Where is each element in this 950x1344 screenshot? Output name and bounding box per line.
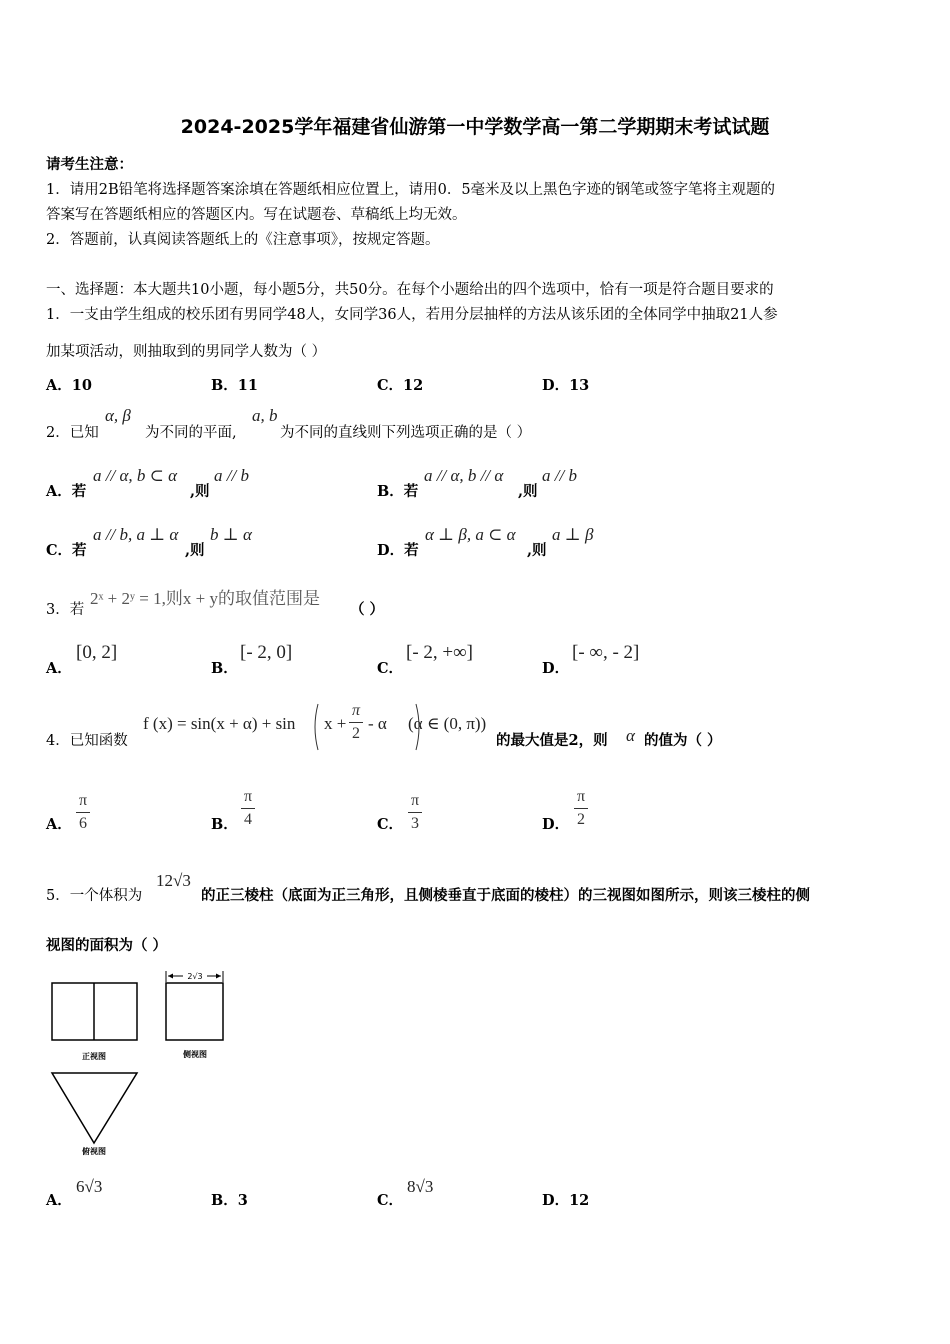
top-view-triangle <box>52 1073 137 1143</box>
notice-line-2: 2．答题前，认真阅读答题纸上的《注意事项》，按规定答题。 <box>46 232 440 248</box>
q2-number: 2． <box>46 425 70 441</box>
q2-option-c-concl: b ⊥ α <box>210 525 252 544</box>
section-heading: 一、选择题：本大题共10小题，每小题5分，共50分。在每个小题给出的四个选项中，恰有一项是符合题目要求的 <box>46 282 774 298</box>
side-view-label: 侧视图 <box>183 1050 207 1059</box>
q1-text-a <box>46 303 778 324</box>
q2-option-c-label: C．若 <box>46 542 87 559</box>
q4-option-a-label: A． <box>46 816 72 833</box>
q4-option-c-num: π <box>410 792 420 809</box>
q4-option-a-den: 6 <box>79 815 87 832</box>
q5-text-2: 的正三棱柱（底面为正三角形，且侧棱垂直于底面的棱柱）的三视图如图所示，则该三棱柱的侧 <box>201 887 810 904</box>
q3-option-d-math: [- ∞, - 2] <box>572 642 640 663</box>
q3-option-b-math: [- 2, 0] <box>240 642 293 663</box>
q4-option-c-den: 3 <box>411 815 419 832</box>
q4-num-t1 <box>46 729 128 750</box>
notice-line-1a: 1．请用2B铅笔将选择题答案涂填在答题纸相应位置上，请用0．5毫米及以上黑色字迹的钢笔或签字笔将主观题的 <box>46 182 776 198</box>
q3-option-c-label: C． <box>377 660 404 677</box>
q4-option-c-fraction <box>408 792 422 833</box>
q2-option-a-label: A．若 <box>46 483 87 500</box>
q4-option-a-fraction <box>76 792 90 833</box>
q2-option-c-cond: a // b, a ⊥ α <box>93 525 179 544</box>
q2-option-b-concl: a // b <box>542 466 577 485</box>
q4-fraction-pi-over-2 <box>349 702 363 743</box>
q5-num-t1 <box>46 884 142 905</box>
dim-arrow-right <box>216 974 221 979</box>
q4-math-function: f (x) = sin(x + α) + sin <box>143 714 296 733</box>
q4-option-d-den: 2 <box>577 811 585 828</box>
q4-text-1: 已知函数 <box>69 733 128 749</box>
q4-math-domain: (α ∈ (0, π)) <box>408 714 487 733</box>
q5-option-a-label: A． <box>46 1192 72 1209</box>
q2-option-a-cond: a // α, b ⊂ α <box>93 466 178 485</box>
q2-text-3: 为不同的直线则下列选项正确的是（ ） <box>280 425 532 441</box>
q4-fraction-num: π <box>351 702 360 719</box>
q4-option-b-num: π <box>243 788 253 805</box>
q4-option-d-num: π <box>576 788 586 805</box>
q2-option-b-cond: a // α, b // α <box>424 466 504 485</box>
q4-option-b-fraction <box>241 788 255 829</box>
q3-option-b-label: B． <box>211 660 238 677</box>
q4-math-inner-b: - α <box>368 714 387 733</box>
q5-option-a-math: 6√3 <box>76 1177 103 1196</box>
q2-option-b-then: ,则 <box>518 483 538 500</box>
top-view-label: 俯视图 <box>82 1147 106 1156</box>
q3-text-2: （ ） <box>350 601 385 618</box>
q5-option-b: B．3 <box>211 1192 248 1209</box>
q2-option-c-then: ,则 <box>185 542 205 559</box>
q2-option-d-concl: a ⊥ β <box>552 525 594 544</box>
q2-option-d-label: D．若 <box>377 542 419 559</box>
q4-text-2: 的最大值是2，则 <box>496 732 608 749</box>
q4-number: 4． <box>46 733 70 749</box>
notice-heading: 请考生注意： <box>46 156 133 173</box>
q4-option-d-label: D． <box>542 816 570 833</box>
q5-three-view-figure <box>44 968 234 1160</box>
q3-text-1: 若 <box>69 602 85 618</box>
q3-option-a-label: A． <box>46 660 72 677</box>
q2-text-2: 为不同的平面, <box>145 425 237 441</box>
q4-option-b-den: 4 <box>244 811 252 828</box>
q4-math-inner-a: x + <box>324 714 347 733</box>
q4-option-a-num: π <box>78 792 88 809</box>
q2-option-b-label: B．若 <box>377 483 419 500</box>
q4-fraction-den: 2 <box>352 725 360 742</box>
q3-num-t1 <box>46 598 84 619</box>
q5-math-volume: 12√3 <box>156 871 191 890</box>
q4-math-alpha: α <box>626 726 635 745</box>
q5-option-d: D．12 <box>542 1192 590 1209</box>
q1-stem-a: 一支由学生组成的校乐团有男同学48人，女同学36人，若用分层抽样的方法从该乐团的全体同学中抽取21人参 <box>69 307 778 323</box>
q2-option-d-cond: α ⊥ β, a ⊂ α <box>425 525 516 544</box>
q5-text-3: 视图的面积为（ ） <box>46 937 168 954</box>
q1-option-a: A．10 <box>46 377 92 394</box>
q2-text-1: 已知 <box>69 425 99 441</box>
dim-label: 2√3 <box>187 972 203 981</box>
q5-number: 5． <box>46 888 70 904</box>
dim-arrow-left <box>168 974 173 979</box>
notice-line-1b: 答案写在答题纸相应的答题区内。写在试题卷、草稿纸上均无效。 <box>46 207 467 223</box>
q2-option-a-then: ,则 <box>190 483 210 500</box>
q4-option-d-fraction <box>574 788 588 829</box>
q3-option-a-math: [0, 2] <box>76 642 118 663</box>
q4-text-3: 的值为（ ） <box>644 732 722 749</box>
q2-option-d-then: ,则 <box>527 542 547 559</box>
q2-math-lines: a, b <box>252 406 278 425</box>
q4-option-c-label: C． <box>377 816 404 833</box>
q1-option-c: C．12 <box>377 377 424 394</box>
q3-math-condition: 2ˣ + 2ʸ = 1,则x + y的取值范围是 <box>90 589 320 608</box>
q5-option-c-label: C． <box>377 1192 404 1209</box>
q1-option-b: B．11 <box>211 377 258 394</box>
q3-option-d-label: D． <box>542 660 570 677</box>
q2-option-a-concl: a // b <box>214 466 249 485</box>
q1-number: 1． <box>46 307 70 323</box>
q1-option-d: D．13 <box>542 377 590 394</box>
q5-option-c-math: 8√3 <box>407 1177 434 1196</box>
side-view-rect <box>166 983 223 1040</box>
q2-math-planes: α, β <box>105 406 131 425</box>
q4-option-b-label: B． <box>211 816 238 833</box>
q1-stem-b: 加某项活动，则抽取到的男同学人数为（ ） <box>46 344 327 360</box>
left-paren <box>315 704 318 750</box>
q3-number: 3． <box>46 602 70 618</box>
page-title: 2024-2025学年福建省仙游第一中学数学高一第二学期期末考试试题 <box>180 116 770 138</box>
q3-option-c-math: [- 2, +∞] <box>406 642 473 663</box>
front-view-label: 正视图 <box>82 1052 106 1061</box>
q5-text-1: 一个体积为 <box>69 888 143 904</box>
q2-num-t1 <box>46 421 99 442</box>
